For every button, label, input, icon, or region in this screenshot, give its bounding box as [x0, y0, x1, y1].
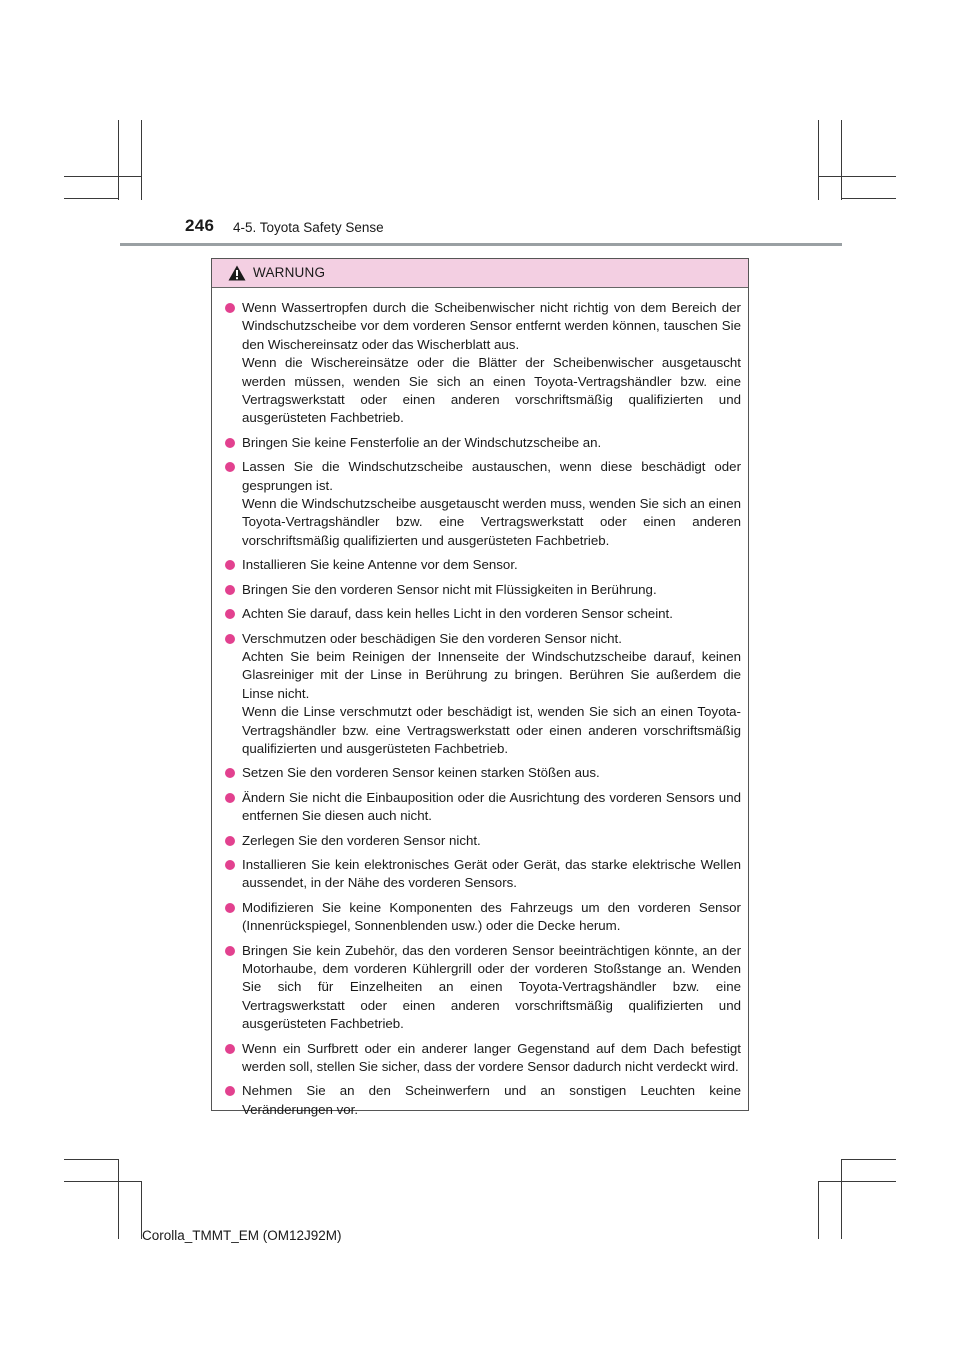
warning-item-text: Wenn Wassertropfen durch die Scheibenwischer nicht richtig von dem Bereich der Windschutzscheibe vor dem vorderen Sensor entfernt werden können, tauschen Sie den Wischereinsatz oder das Wischerblatt aus. — [242, 300, 741, 352]
warning-list — [212, 288, 748, 1119]
bullet-icon — [225, 946, 235, 956]
bullet-icon — [225, 303, 235, 313]
bullet-icon — [225, 903, 235, 913]
crop-mark — [841, 1159, 842, 1239]
warning-item — [224, 1040, 741, 1077]
page-number: 246 — [185, 216, 215, 235]
crop-mark — [818, 176, 896, 177]
warning-item — [224, 899, 741, 936]
warning-item — [224, 832, 741, 850]
warning-item — [224, 299, 741, 428]
warning-item-text: Ändern Sie nicht die Einbauposition oder die Ausrichtung des vorderen Sensors und entfernen Sie diesen auch nicht. — [242, 789, 741, 824]
bullet-icon — [225, 836, 235, 846]
crop-mark — [841, 120, 842, 200]
warning-item-text: Zerlegen Sie den vorderen Sensor nicht. — [242, 832, 481, 848]
crop-mark — [841, 198, 896, 199]
bullet-icon — [225, 860, 235, 870]
warning-item — [224, 789, 741, 826]
header-divider — [120, 243, 842, 246]
section-title: 4-5. Toyota Safety Sense — [233, 220, 384, 235]
crop-mark — [64, 1181, 142, 1182]
warning-item — [224, 856, 741, 893]
warning-header — [212, 259, 748, 288]
warning-title: WARNUNG — [253, 265, 326, 280]
warning-item-text: Setzen Sie den vorderen Sensor keinen starken Stößen aus. — [242, 765, 600, 781]
warning-item-text: Bringen Sie keine Fensterfolie an der Windschutzscheibe an. — [242, 434, 602, 450]
bullet-icon — [225, 634, 235, 644]
warning-item-text: Wenn die Wischereinsätze oder die Blätter der Scheibenwischer ausgetauscht werden müssen, wenden Sie sich an einen Toyota-Vertragshändler bzw. eine Vertragswerkstatt oder einen anderen vorschriftsmäßig qualifizierten und ausgerüsteten Fachbetrieb. — [242, 355, 741, 426]
bullet-icon — [225, 1044, 235, 1054]
warning-item — [224, 434, 741, 452]
crop-mark — [64, 176, 142, 177]
crop-mark — [118, 120, 119, 200]
warning-item-text: Lassen Sie die Windschutzscheibe austauschen, wenn diese beschädigt oder gesprungen ist. — [242, 459, 741, 493]
warning-item-text: Wenn die Linse verschmutzt oder beschädigt ist, wenden Sie sich an einen Toyota-Vertragshändler bzw. eine Vertragswerkstatt oder einen anderen vorschriftsmäßig qualifizierten und ausgerüsteten Fachbetrieb. — [242, 704, 741, 756]
warning-item — [224, 942, 741, 1034]
document-footer-label: Corolla_TMMT_EM (OM12J92M) — [142, 1228, 342, 1243]
crop-mark — [818, 120, 819, 200]
bullet-icon — [225, 1086, 235, 1096]
warning-item — [224, 605, 741, 623]
crop-mark — [118, 1159, 119, 1239]
warning-item — [224, 458, 741, 550]
bullet-icon — [225, 768, 235, 778]
crop-mark — [841, 1159, 896, 1160]
crop-mark — [818, 1181, 896, 1182]
warning-item-text: Wenn die Windschutzscheibe ausgetauscht werden muss, wenden Sie sich an einen Toyota-Vertragshändler bzw. eine Vertragswerkstatt oder einen anderen vorschriftsmäßig qualifizierten und ausgerüsteten Fachbetrieb. — [242, 496, 741, 548]
warning-item-text: Nehmen Sie an den Scheinwerfern und an sonstigen Leuchten keine Veränderungen vor. — [242, 1083, 741, 1117]
crop-mark — [141, 120, 142, 200]
warning-item-text: Installieren Sie kein elektronisches Gerät oder Gerät, das starke elektrische Wellen aussendet, in der Nähe des vorderen Sensors. — [242, 856, 741, 891]
warning-triangle-icon — [228, 265, 246, 281]
warning-item-text: Achten Sie beim Reinigen der Innenseite der Windschutzscheibe darauf, keinen Glasreiniger mit der Linse in Berührung zu bringen. Berühren Sie außerdem die Linse nicht. — [242, 648, 741, 701]
warning-item-text: Bringen Sie kein Zubehör, das den vorderen Sensor beeinträchtigen könnte, an der Motorhaube, dem vorderen Kühlergrill oder der vorderen Stoßstange an. Wenden Sie sich für Einzelheiten an einen Toyota-Vertragshändler bzw. eine Vertragswerkstatt oder einen anderen vorschriftsmäßig qualifizierten und ausgerüsteten Fachbetrieb. — [242, 942, 741, 1032]
warning-item-text: Modifizieren Sie keine Komponenten des Fahrzeugs um den vorderen Sensor (Innenrückspiegel, Sonnenblenden usw.) oder die Decke herum. — [242, 899, 741, 934]
warning-item-text: Achten Sie darauf, dass kein helles Licht in den vorderen Sensor scheint. — [242, 606, 673, 622]
crop-mark — [818, 1181, 819, 1239]
crop-mark — [64, 1159, 119, 1160]
warning-item — [224, 556, 741, 574]
warning-item — [224, 581, 741, 599]
warning-item-text: Bringen Sie den vorderen Sensor nicht mit Flüssigkeiten in Berührung. — [242, 581, 657, 597]
bullet-icon — [225, 585, 235, 595]
warning-item-text: Verschmutzen oder beschädigen Sie den vorderen Sensor nicht. — [242, 630, 622, 646]
warning-item-text: Wenn ein Surfbrett oder ein anderer langer Gegenstand auf dem Dach befestigt werden soll, stellen Sie sicher, dass der vordere Sensor dadurch nicht verdeckt wird. — [242, 1040, 741, 1075]
bullet-icon — [225, 793, 235, 803]
bullet-icon — [225, 560, 235, 570]
crop-mark — [64, 198, 119, 199]
bullet-icon — [225, 438, 235, 448]
warning-item — [224, 1082, 741, 1119]
bullet-icon — [225, 609, 235, 619]
warning-item-text: Installieren Sie keine Antenne vor dem Sensor. — [242, 557, 518, 573]
bullet-icon — [225, 462, 235, 472]
warning-box — [211, 258, 749, 1117]
warning-item — [224, 764, 741, 782]
warning-item — [224, 630, 741, 759]
